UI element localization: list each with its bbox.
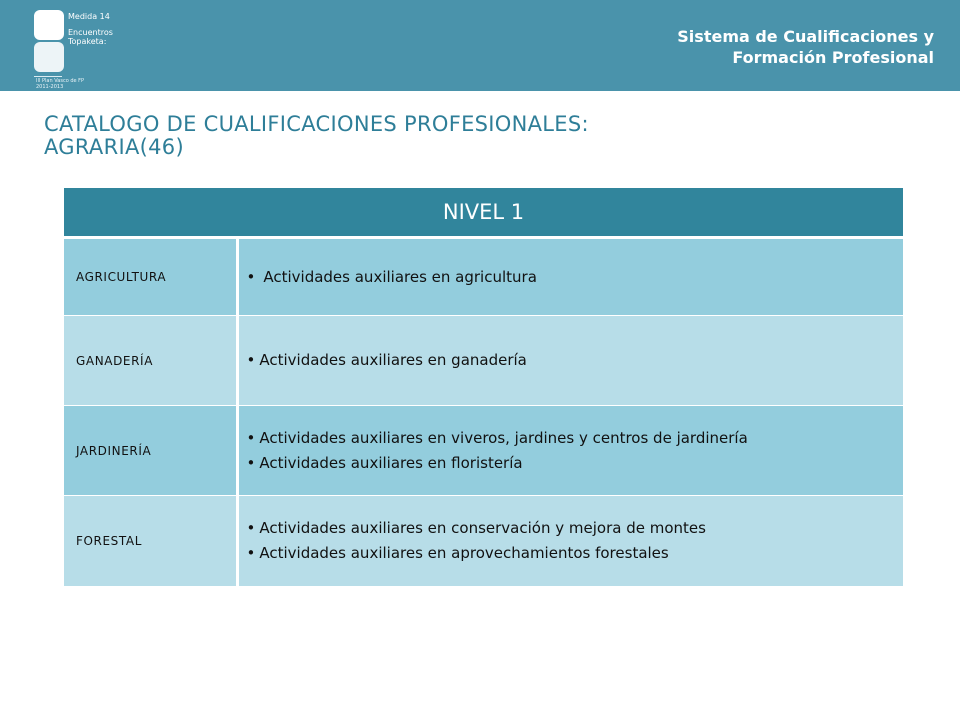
logo-text-line: Encuentros	[68, 28, 113, 37]
qualification-list	[247, 516, 904, 566]
area-cell: FORESTAL	[64, 496, 237, 586]
header-banner	[0, 0, 960, 91]
table-row	[64, 316, 903, 406]
qualifications-table	[64, 188, 903, 586]
logo-divider	[34, 76, 62, 77]
table-row	[64, 496, 903, 586]
brand-title	[677, 26, 934, 68]
logo-text-line: Medida 14	[68, 12, 110, 21]
brand-line: Formación Profesional	[732, 48, 934, 67]
qualification-item: • Actividades auxiliares en viveros, jardines y centros de jardinería	[247, 426, 904, 451]
area-cell: AGRICULTURA	[64, 238, 237, 316]
qualification-item: • Actividades auxiliares en ganadería	[247, 348, 904, 373]
items-cell	[237, 238, 903, 316]
brand-line: Sistema de Cualificaciones y	[677, 27, 934, 46]
logo-small-text: 2011-2013	[36, 84, 64, 90]
logo-text-line: Topaketa:	[68, 37, 107, 46]
qualification-item: • Actividades auxiliares en floristería	[247, 451, 904, 476]
topaketa-logo	[34, 8, 144, 88]
logo-small-text: III Plan Vasco de FP	[36, 78, 85, 84]
qualification-item: • Actividades auxiliares en aprovechamientos forestales	[247, 541, 904, 566]
area-cell: GANADERÍA	[64, 316, 237, 406]
logo-square-icon	[34, 42, 64, 72]
table-row	[64, 238, 903, 316]
qualification-list	[247, 348, 904, 373]
qualification-list	[247, 265, 904, 290]
items-cell	[237, 496, 903, 586]
qualification-list	[247, 426, 904, 476]
page-title-line: AGRARIA(46)	[44, 135, 184, 159]
qualification-item: • Actividades auxiliares en conservación y mejora de montes	[247, 516, 904, 541]
page-title-line: CATALOGO DE CUALIFICACIONES PROFESIONALES:	[44, 112, 589, 136]
area-cell: JARDINERÍA	[64, 406, 237, 496]
items-cell	[237, 406, 903, 496]
logo-square-icon	[34, 10, 64, 40]
items-cell	[237, 316, 903, 406]
qualification-item: • Actividades auxiliares en agricultura	[247, 265, 904, 290]
table-row	[64, 406, 903, 496]
page-title	[44, 113, 589, 159]
level-header: NIVEL 1	[64, 188, 903, 238]
